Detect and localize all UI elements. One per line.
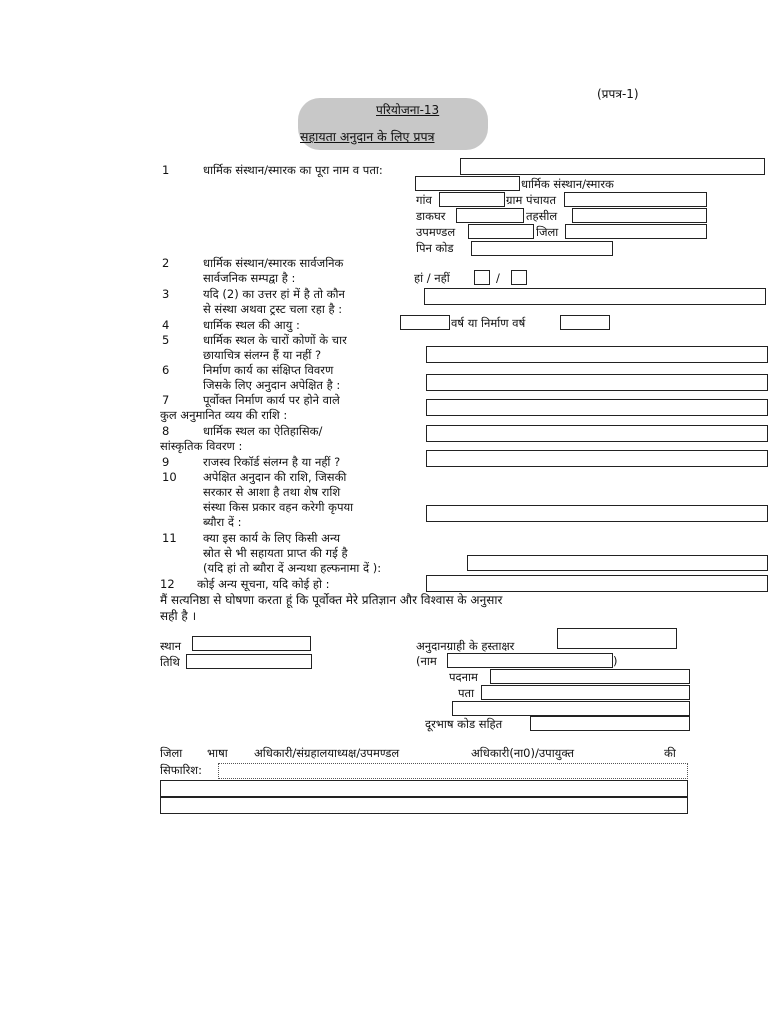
q2-line1: धार्मिक संस्थान/स्मारक सार्वजनिक: [203, 256, 344, 270]
q9-field[interactable]: [426, 450, 768, 467]
tithi-label: तिथि: [160, 655, 180, 669]
q8-field[interactable]: [426, 425, 768, 442]
q9-label: राजस्व रिकॉर्ड संलग्न है या नहीं ?: [203, 455, 341, 469]
q4-year-field[interactable]: [560, 315, 610, 330]
q5-line1: धार्मिक स्थल के चारों कोणों के चार: [203, 333, 347, 347]
q6-number: 6: [162, 363, 170, 377]
recommend-field-2[interactable]: [160, 780, 688, 797]
q3-line1: यदि (2) का उत्तर हां में है तो कौन: [203, 287, 345, 301]
q1-label: धार्मिक संस्थान/स्मारक का पूरा नाम व पता:: [203, 163, 383, 177]
q10-line4: ब्यौरा दें :: [203, 515, 242, 529]
q12-field[interactable]: [426, 575, 768, 592]
phone-label: दूरभाष कोड सहित: [425, 717, 503, 731]
zila-label: जिला: [536, 225, 559, 239]
tithi-field[interactable]: [186, 654, 312, 669]
q7-line1: पूर्वोक्त निर्माण कार्य पर होने वाले: [203, 393, 340, 407]
dakghar-label: डाकघर: [416, 209, 446, 223]
q4-label: धार्मिक स्थल की आयु :: [203, 318, 300, 332]
q4-varsh-label: वर्ष या निर्माण वर्ष: [451, 316, 526, 330]
upmandal-label: उपमण्डल: [416, 225, 456, 239]
pata-field[interactable]: [481, 685, 690, 700]
q8-line2: सांस्कृतिक विवरण :: [160, 439, 243, 453]
gaon-label: गांव: [416, 193, 432, 207]
recommend-word-4: अधिकारी(ना0)/उपायुक्त: [471, 746, 575, 760]
q9-number: 9: [162, 455, 170, 469]
q1-sub-label: धार्मिक संस्थान/स्मारक: [521, 177, 614, 191]
naam-field[interactable]: [447, 653, 613, 668]
pin-field[interactable]: [471, 241, 613, 256]
q8-line1: धार्मिक स्थल का ऐतिहासिक/: [203, 424, 323, 438]
padnaam-label: पदनाम: [449, 670, 478, 684]
naam-close: ): [613, 654, 618, 668]
q10-field[interactable]: [426, 505, 768, 522]
gaon-field[interactable]: [439, 192, 505, 207]
tehsil-label: तहसील: [526, 209, 558, 223]
recommend-field-3[interactable]: [160, 797, 688, 814]
q11-number: 11: [162, 531, 177, 545]
q5-number: 5: [162, 333, 170, 347]
form-code: (प्रपत्र-1): [597, 87, 639, 101]
q11-field[interactable]: [467, 555, 768, 571]
q3-field[interactable]: [424, 288, 766, 305]
gram-panchayat-label: ग्राम पंचायत: [506, 193, 557, 207]
q5-line2: छायाचित्र संलग्न हैं या नहीं ?: [203, 348, 322, 362]
q3-line2: से संस्था अथवा ट्रस्ट चला रहा है :: [203, 302, 343, 316]
tehsil-field[interactable]: [572, 208, 707, 223]
q2-slash: /: [496, 271, 500, 285]
q12-label: कोई अन्य सूचना, यदि कोई हो :: [197, 577, 330, 591]
q11-line2: स्रोत से भी सहायता प्राप्त की गई है: [203, 546, 348, 560]
gram-panchayat-field[interactable]: [564, 192, 707, 207]
padnaam-field[interactable]: [490, 669, 690, 684]
q8-number: 8: [162, 424, 170, 438]
q11-line1: क्या इस कार्य के लिए किसी अन्य: [203, 531, 341, 545]
upmandal-field[interactable]: [468, 224, 534, 239]
phone-field[interactable]: [530, 716, 690, 731]
q6-line2: जिसके लिए अनुदान अपेक्षित है :: [203, 378, 341, 392]
q12-number: 12: [160, 577, 175, 591]
recommend-word-1: जिला: [160, 746, 183, 760]
q2-options: हां / नहीं: [414, 271, 450, 285]
q6-field[interactable]: [426, 374, 768, 391]
declaration-line1: मैं सत्यनिष्ठा से घोषणा करता हूं कि पूर्वोक्त मेरे प्रतिज्ञान और विश्वास के अनुसार: [160, 593, 503, 607]
recommend-label: सिफारिश:: [160, 763, 202, 777]
zila-field[interactable]: [565, 224, 707, 239]
q11-line3: (यदि हां तो ब्यौरा दें अन्यथा हल्फनामा दें ):: [203, 561, 382, 575]
q7-field[interactable]: [426, 399, 768, 416]
declaration-line2: सही है ।: [160, 609, 197, 623]
scheme-title: परियोजना-13: [376, 103, 440, 117]
sthan-label: स्थान: [160, 639, 181, 653]
q2-number: 2: [162, 256, 170, 270]
q2-line2: सार्वजनिक सम्पद्वा है :: [203, 271, 296, 285]
q10-line1: अपेक्षित अनुदान की राशि, जिसकी: [203, 470, 347, 484]
recommend-field-1[interactable]: [218, 763, 688, 779]
q7-line2: कुल अनुमानित व्यय की राशि :: [160, 408, 288, 422]
q7-number: 7: [162, 393, 170, 407]
sign-label: अनुदानग्राही के हस्ताक्षर: [416, 639, 515, 653]
dakghar-field[interactable]: [456, 208, 524, 223]
recommend-word-2: भाषा: [207, 746, 228, 760]
q3-number: 3: [162, 287, 170, 301]
q1-extra-field[interactable]: [415, 176, 520, 191]
q1-number: 1: [162, 163, 170, 177]
pin-label: पिन कोड: [416, 241, 454, 255]
sthan-field[interactable]: [192, 636, 311, 651]
form-title: सहायता अनुदान के लिए प्रपत्र: [300, 129, 435, 144]
q10-line2: सरकार से आशा है तथा शेष राशि: [203, 485, 341, 499]
naam-label: (नाम: [416, 654, 437, 668]
q1-name-address-field[interactable]: [460, 158, 765, 175]
pata-field-2[interactable]: [452, 701, 690, 716]
q6-line1: निर्माण कार्य का संक्षिप्त विवरण: [203, 363, 334, 377]
pata-label: पता: [458, 686, 475, 700]
q4-number: 4: [162, 318, 170, 332]
recommend-word-5: की: [664, 746, 676, 760]
q10-number: 10: [162, 470, 177, 484]
q2-no-checkbox[interactable]: [511, 270, 527, 285]
q4-age-field[interactable]: [400, 315, 450, 330]
q2-yes-checkbox[interactable]: [474, 270, 490, 285]
signature-field[interactable]: [557, 628, 677, 649]
q10-line3: संस्था किस प्रकार वहन करेगी कृपया: [203, 500, 354, 514]
q5-field[interactable]: [426, 346, 768, 363]
recommend-word-3: अधिकारी/संग्रहालयाध्यक्ष/उपमण्डल: [254, 746, 400, 760]
